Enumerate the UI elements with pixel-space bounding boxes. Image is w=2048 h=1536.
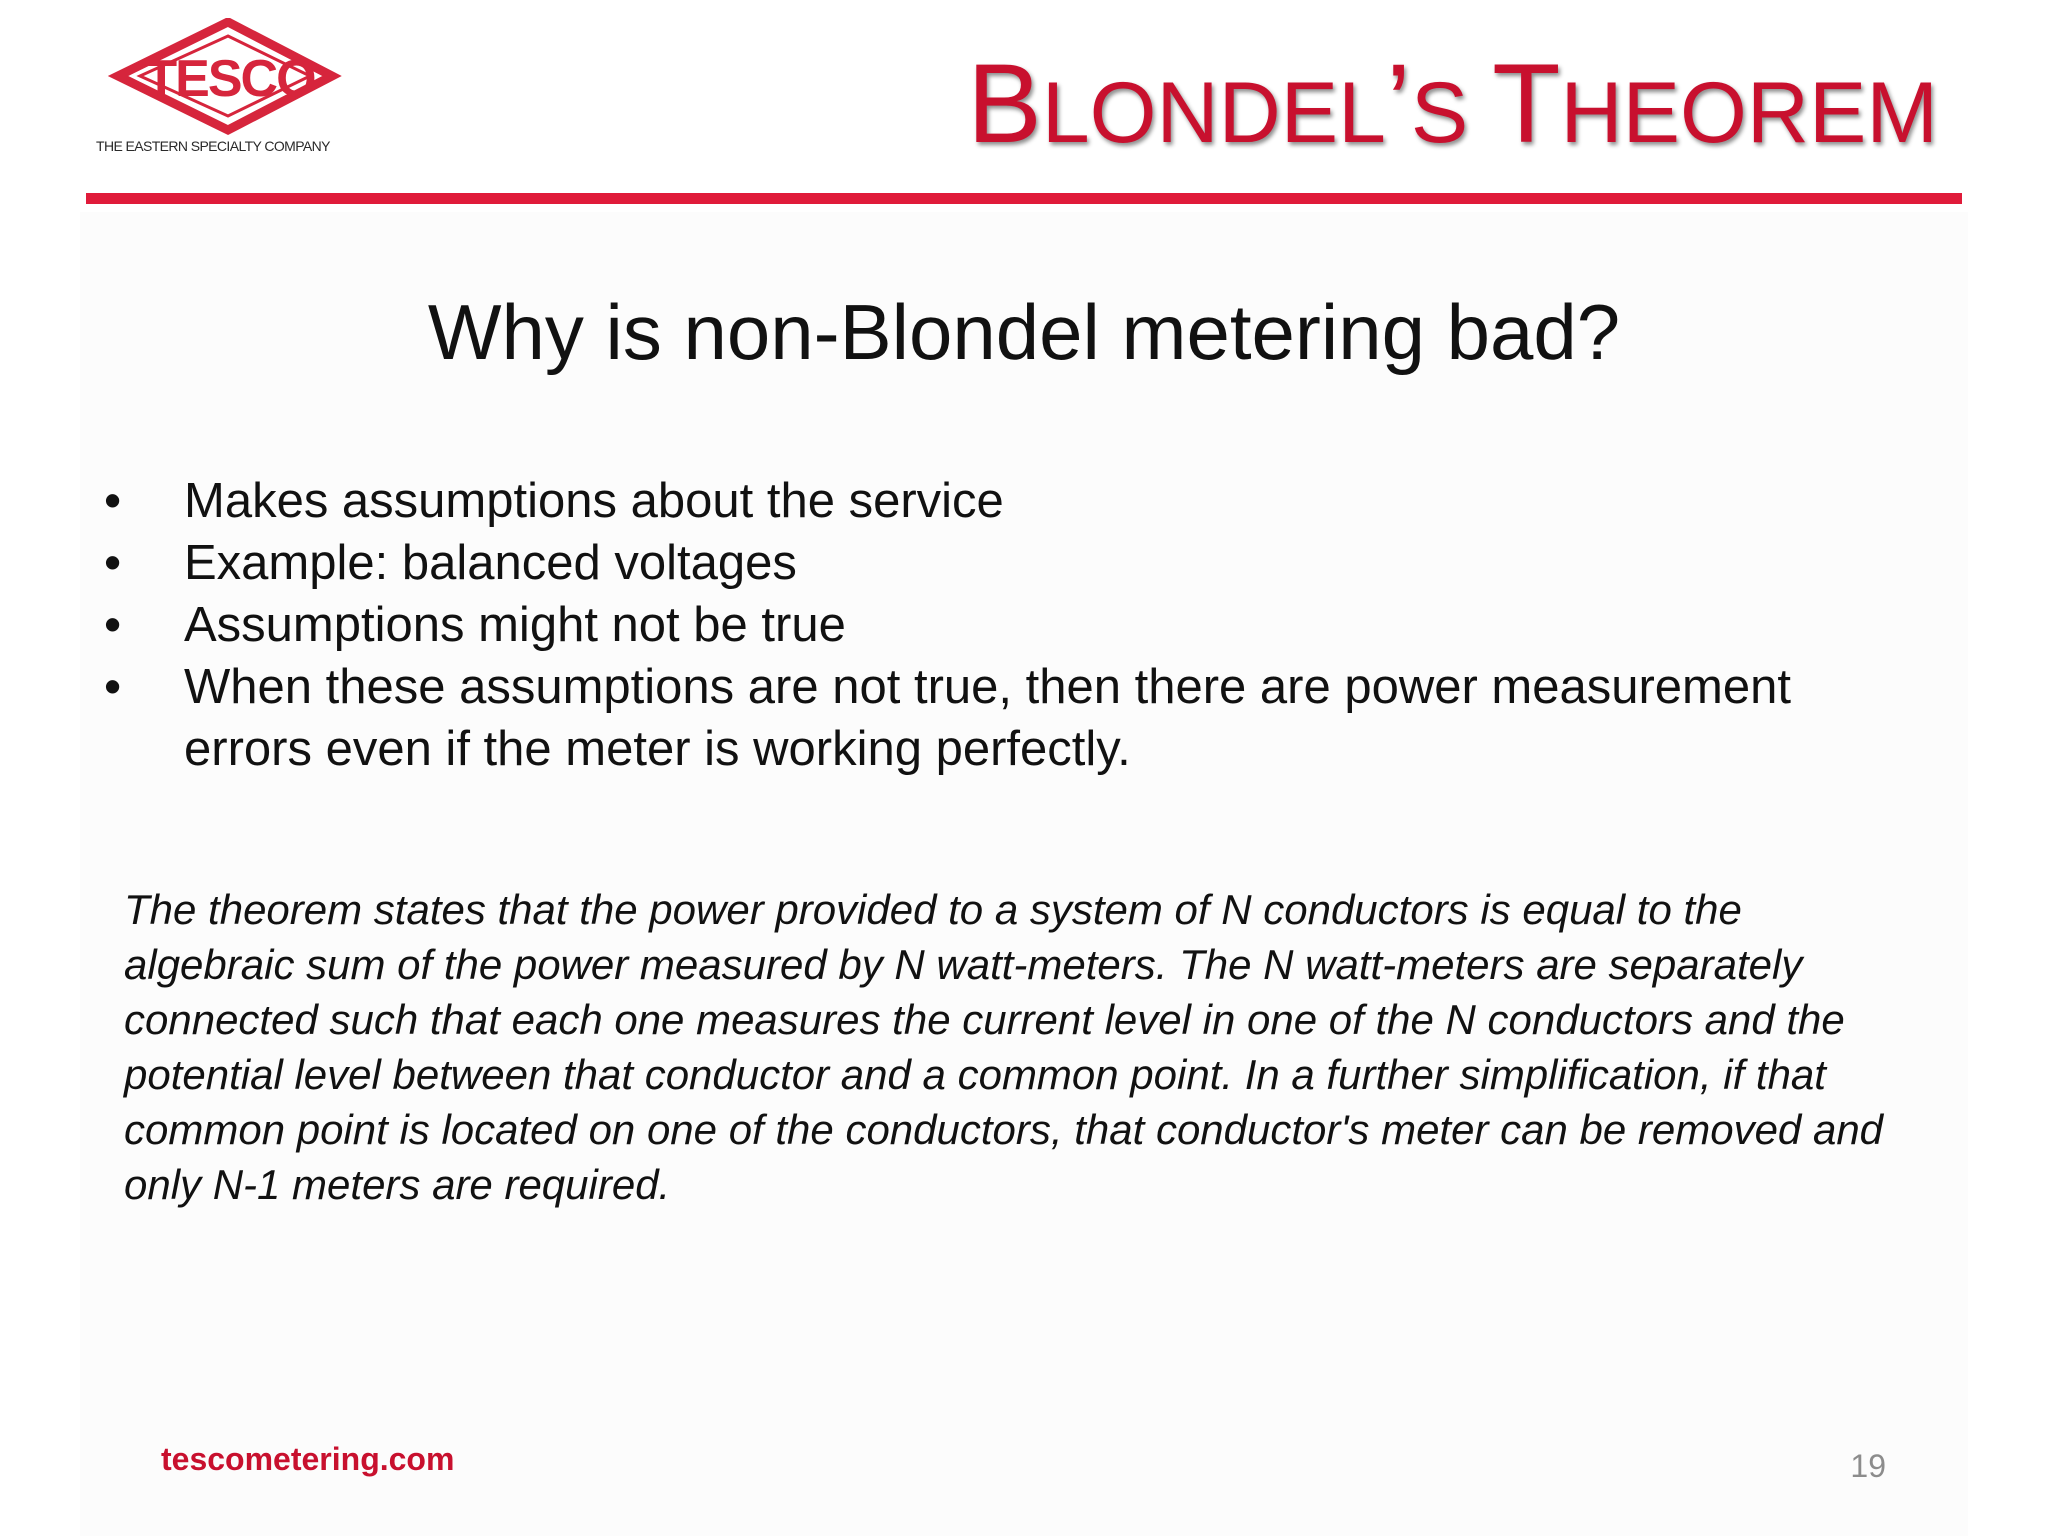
header-divider xyxy=(86,193,1962,204)
header-title xyxy=(967,41,1938,166)
title-rest-3: HEOREM xyxy=(1560,65,1938,161)
logo-tagline: THE EASTERN SPECIALTY COMPANY xyxy=(96,138,330,154)
title-rest-1: LONDEL xyxy=(1041,65,1386,161)
bullet-dot-icon: • xyxy=(104,660,122,714)
title-apostrophe: ’ xyxy=(1385,41,1411,166)
bullet-text: Example: balanced voltages xyxy=(184,536,797,590)
bullet-dot-icon: • xyxy=(104,598,122,652)
title-cap-t: T xyxy=(1492,41,1561,166)
footer-url[interactable]: tescometering.com xyxy=(161,1441,455,1477)
bullet-text: When these assumptions are not true, then there are power measurement errors even if the meter is working perfectly. xyxy=(184,660,1791,776)
bullet-item xyxy=(100,470,1900,532)
bullet-item xyxy=(100,532,1900,594)
tesco-logo xyxy=(96,18,360,168)
theorem-paragraph: The theorem states that the power provided to a system of N conductors is equal to the algebraic sum of the power measured by N watt-meters. The N watt-meters are separately connected such that each one measures the current level in one of the N conductors and the potential level between that conductor and a common point. In a further simplification, if that common point is located on one of the conductors, that conductor's meter can be removed and only N-1 meters are required. xyxy=(124,886,1884,1208)
logo-wordmark: TESCO xyxy=(145,50,315,108)
bullet-item xyxy=(100,594,1900,656)
bullet-dot-icon: • xyxy=(104,536,122,590)
title-rest-2: S xyxy=(1410,65,1493,161)
slide-heading: Why is non-Blondel metering bad? xyxy=(427,288,1621,376)
tesco-diamond-icon xyxy=(96,18,360,138)
bullet-list xyxy=(100,470,1900,780)
bullet-text: Assumptions might not be true xyxy=(184,598,846,652)
bullet-dot-icon: • xyxy=(104,474,122,528)
bullet-item xyxy=(100,656,1900,780)
page-number: 19 xyxy=(1850,1448,1886,1484)
title-cap-b: B xyxy=(967,41,1042,166)
content-background xyxy=(80,212,1968,1536)
bullet-text: Makes assumptions about the service xyxy=(184,474,1004,528)
